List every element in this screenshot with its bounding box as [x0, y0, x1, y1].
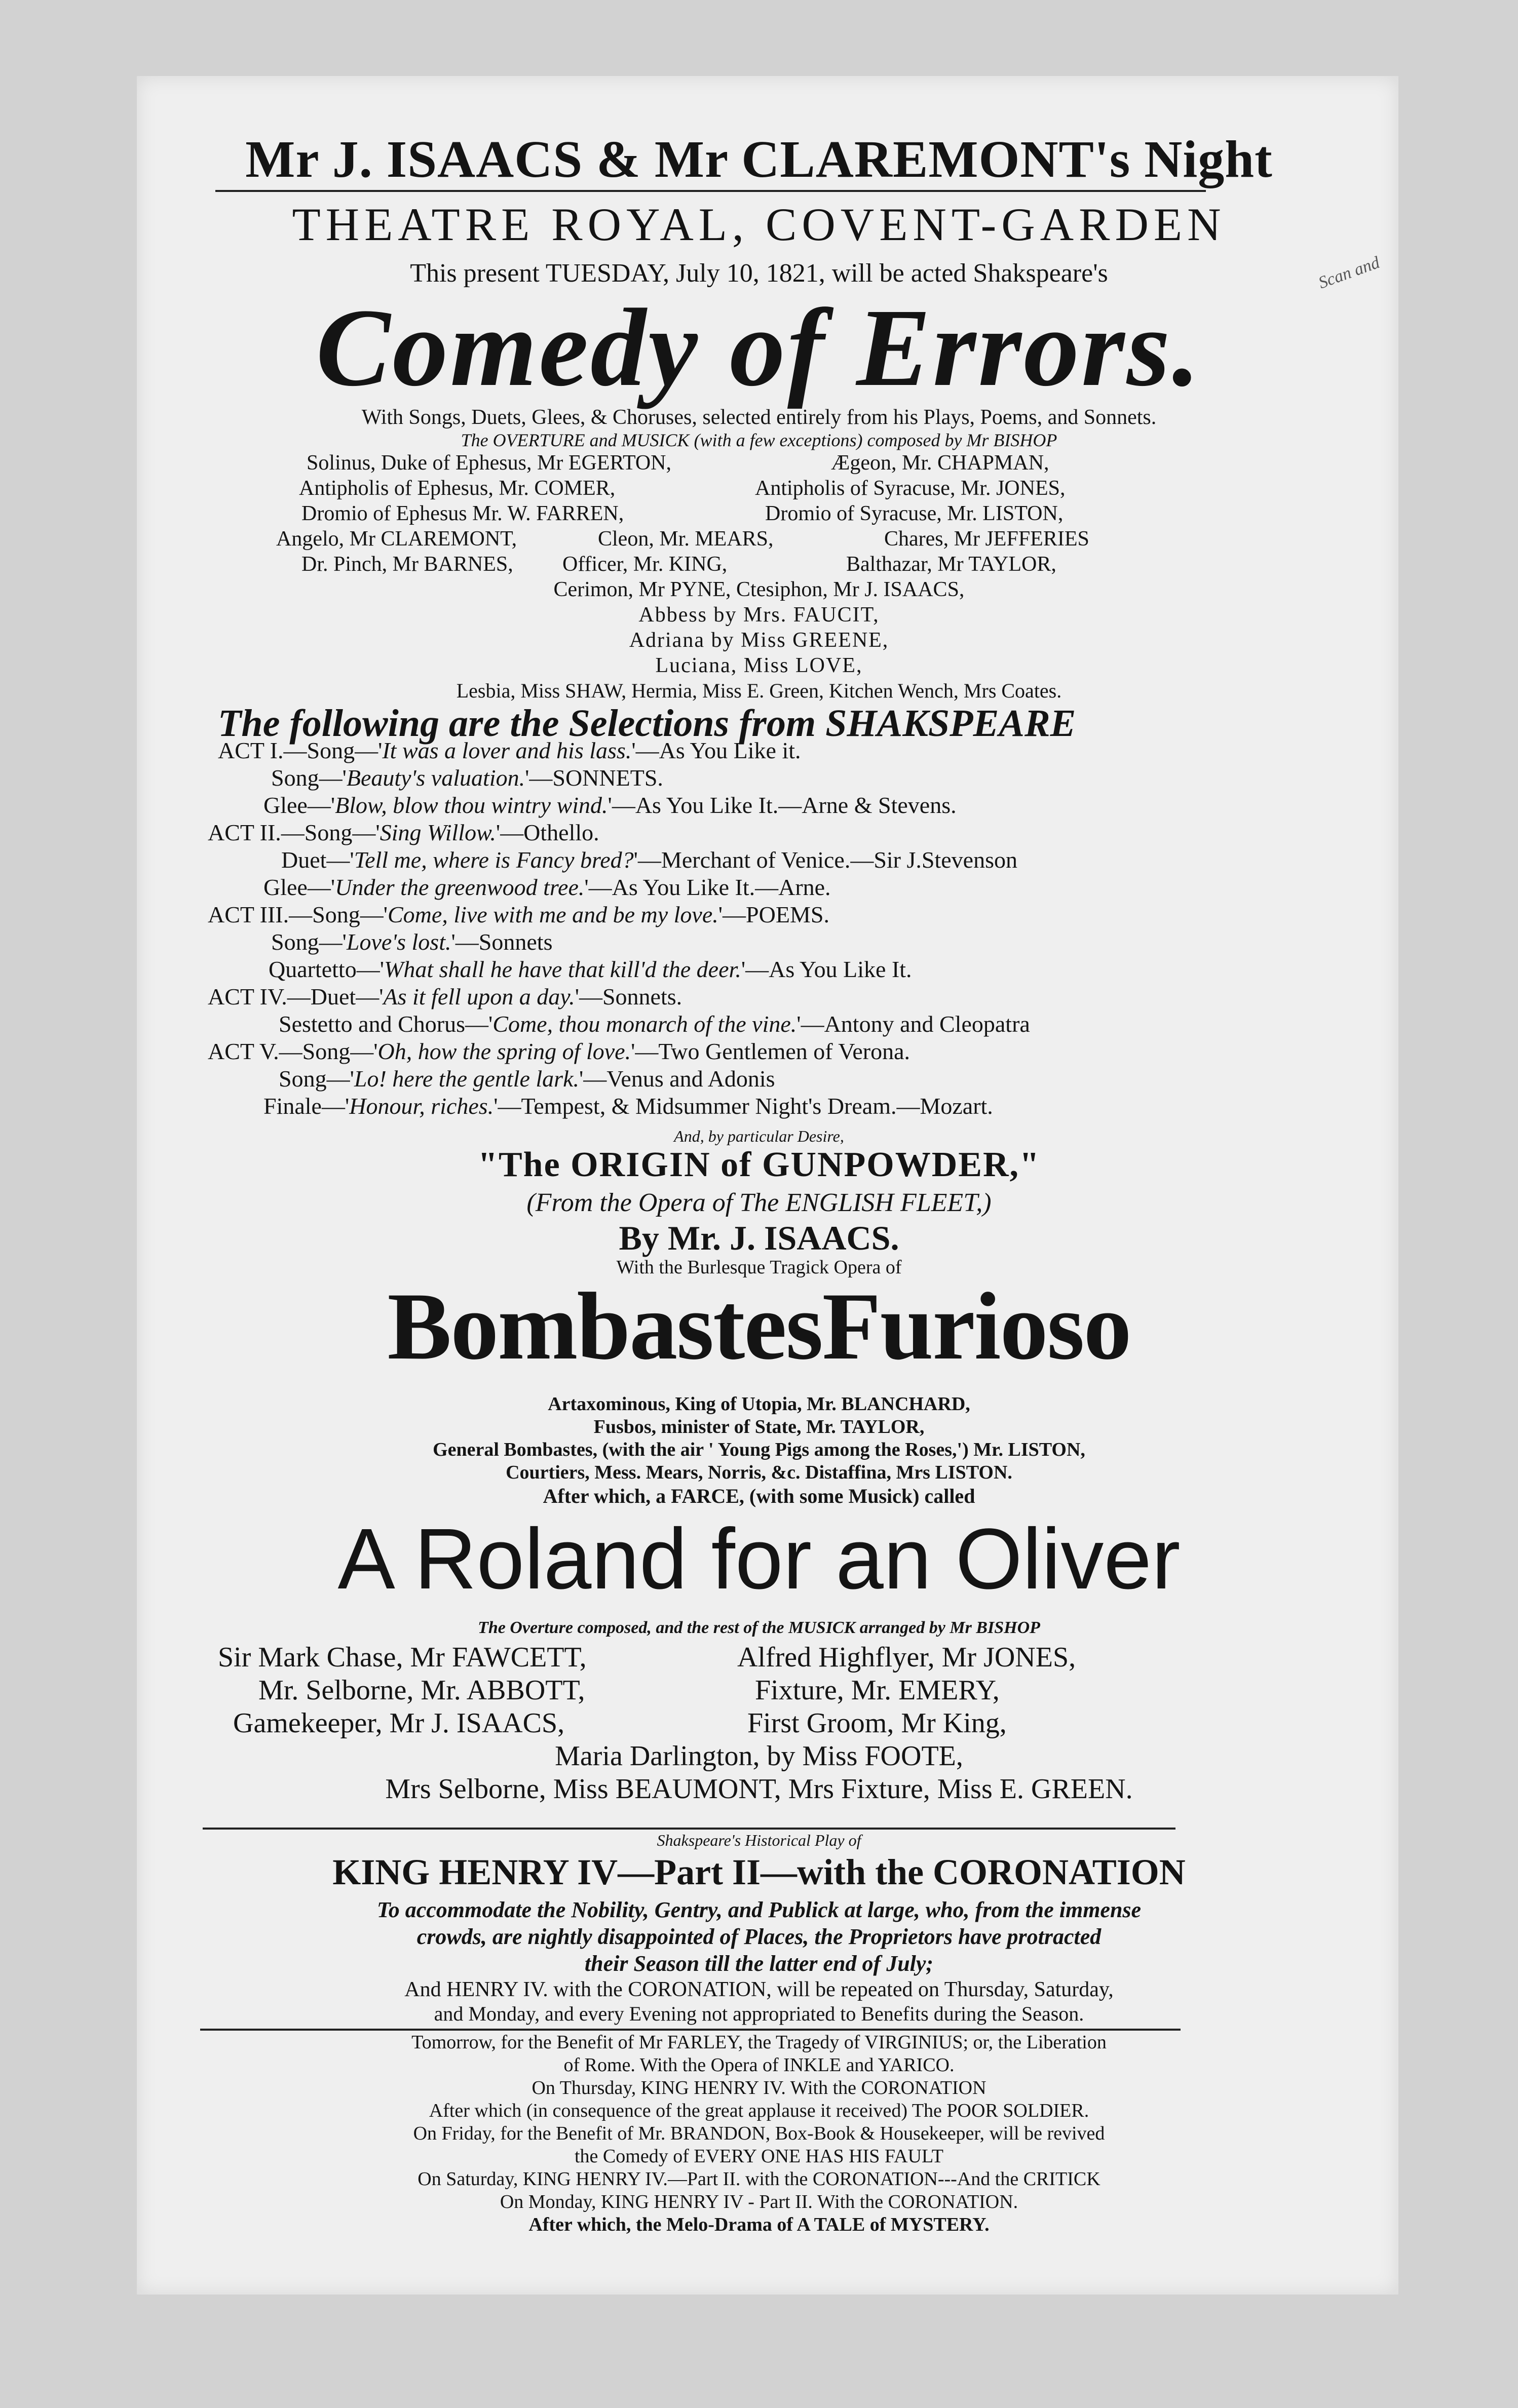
selection-prefix: Quartetto—': [269, 956, 385, 982]
request-line: And, by particular Desire,: [674, 1127, 844, 1145]
selection-row: [279, 1011, 1030, 1037]
cast3-entry: Mr. Selborne, Mr. ABBOTT,: [258, 1675, 585, 1706]
selection-row: [271, 928, 552, 955]
selection-suffix: '—As You Like It.—Arne.: [584, 874, 831, 900]
selection-prefix: Glee—': [263, 792, 335, 818]
accommodate-line-2: crowds, are nightly disappointed of Places, the Proprietors have protracted: [416, 1924, 1102, 1949]
cast1-entry: Chares, Mr JEFFERIES: [884, 527, 1089, 551]
selection-suffix: '—As You Like it.: [631, 737, 801, 763]
selections-heading: The following are the Selections from SHAKSPEARE: [218, 702, 1076, 745]
selection-prefix: Finale—': [263, 1093, 350, 1119]
selection-title: Tell me, where is Fancy bred?: [354, 847, 634, 873]
cast3-last: Mrs Selborne, Miss BEAUMONT, Mrs Fixture, Miss E. GREEN.: [385, 1773, 1133, 1805]
selection-title: Under the greenwood tree.: [335, 874, 585, 900]
selection-row: [263, 874, 831, 901]
cast2-line-5: After which, a FARCE, (with some Musick) called: [543, 1485, 975, 1507]
cast1-entry: Solinus, Duke of Ephesus, Mr EGERTON,: [307, 451, 672, 475]
cast3-entry: First Groom, Mr King,: [747, 1707, 1007, 1739]
selection-title: Come, live with me and be my love.: [388, 902, 718, 927]
date-line: This present TUESDAY, July 10, 1821, will be acted Shakspeare's: [410, 259, 1108, 288]
cast2-line-3: General Bombastes, (with the air ' Young Pigs among the Roses,') Mr. LISTON,: [433, 1439, 1085, 1460]
cast1-center-4: Luciana, Miss LOVE,: [655, 654, 863, 677]
selection-suffix: '—Antony and Cleopatra: [796, 1011, 1030, 1037]
cast3-entry: Fixture, Mr. EMERY,: [755, 1675, 1000, 1706]
theatre-name: THEATRE ROYAL, COVENT-GARDEN: [292, 199, 1226, 250]
selection-row: [271, 764, 663, 791]
origin-title: "The ORIGIN of GUNPOWDER,": [478, 1145, 1040, 1184]
henry-repeat-2: and Monday, and every Evening not appropriated to Benefits during the Season.: [434, 2002, 1084, 2025]
selection-prefix: Glee—': [263, 874, 335, 900]
selection-title: Beauty's valuation.: [346, 765, 525, 791]
benefit-header: Mr J. ISAACS & Mr CLAREMONT's Night: [245, 130, 1273, 188]
selection-prefix: ACT I.—Song—': [218, 737, 383, 763]
burlesque-line: With the Burlesque Tragick Opera of: [616, 1257, 902, 1278]
cast1-entry: Dromio of Syracuse, Mr. LISTON,: [765, 502, 1064, 525]
origin-by: By Mr. J. ISAACS.: [619, 1219, 899, 1257]
selection-suffix: '—As You Like It.—Arne & Stevens.: [608, 792, 957, 818]
margin-note: Scan and: [1316, 253, 1382, 293]
announcement-5: On Friday, for the Benefit of Mr. BRANDON, Box-Book & Housekeeper, will be revived: [413, 2123, 1105, 2144]
announcement-8: On Monday, KING HENRY IV - Part II. With the CORONATION.: [500, 2191, 1018, 2212]
cast1-center-2: Abbess by Mrs. FAUCIT,: [638, 603, 880, 627]
selection-suffix: '—Tempest, & Midsummer Night's Dream.—Mozart.: [494, 1093, 993, 1119]
selection-title: Sing Willow.: [380, 820, 496, 845]
cast1-center-1: Cerimon, Mr PYNE, Ctesiphon, Mr J. ISAACS,: [553, 578, 965, 601]
roland-overture: The Overture composed, and the rest of the MUSICK arranged by Mr BISHOP: [478, 1618, 1040, 1637]
selection-title: It was a lover and his lass.: [382, 737, 632, 763]
selection-suffix: '—Othello.: [496, 820, 599, 845]
selection-prefix: Song—': [271, 765, 347, 791]
cast1-entry: Ægeon, Mr. CHAPMAN,: [831, 451, 1049, 475]
cast1-entry: Cleon, Mr. MEARS,: [598, 527, 774, 551]
selection-prefix: Song—': [279, 1066, 354, 1092]
selection-title: Oh, how the spring of love.: [377, 1038, 631, 1064]
selection-row: [263, 1093, 993, 1119]
selection-row: [263, 792, 957, 819]
selection-prefix: ACT III.—Song—': [208, 902, 388, 927]
selection-title: As it fell upon a day.: [383, 984, 575, 1009]
origin-from: (From the Opera of The ENGLISH FLEET,): [526, 1188, 992, 1217]
selection-suffix: '—Sonnets.: [575, 984, 682, 1009]
roland-title: A Roland for an Oliver: [337, 1511, 1181, 1607]
selection-title: Blow, blow thou wintry wind.: [335, 792, 608, 818]
cast1-entry: Antipholis of Syracuse, Mr. JONES,: [755, 477, 1066, 500]
selection-suffix: '—Venus and Adonis: [579, 1066, 775, 1092]
selection-title: Love's lost.: [346, 929, 451, 955]
announcement-1: Tomorrow, for the Benefit of Mr FARLEY, the Tragedy of VIRGINIUS; or, the Liberation: [411, 2032, 1107, 2053]
selection-row: [281, 846, 1017, 873]
henry-title: KING HENRY IV—Part II—with the CORONATION: [332, 1852, 1186, 1892]
section-rule: [203, 1828, 1175, 1830]
cast1-last: Lesbia, Miss SHAW, Hermia, Miss E. Green, Kitchen Wench, Mrs Coates.: [456, 679, 1062, 702]
historical-line: Shakspeare's Historical Play of: [657, 1831, 861, 1849]
announcement-7: On Saturday, KING HENRY IV.—Part II. with the CORONATION---And the CRITICK: [418, 2168, 1100, 2190]
selection-prefix: ACT V.—Song—': [208, 1038, 378, 1064]
songs-line: With Songs, Duets, Glees, & Choruses, selected entirely from his Plays, Poems, and Sonnets.: [361, 406, 1157, 429]
selection-title: Lo! here the gentle lark.: [354, 1066, 579, 1092]
selection-prefix: Sestetto and Chorus—': [279, 1011, 493, 1037]
selection-row: [208, 1038, 910, 1065]
cast1-entry: Dr. Pinch, Mr BARNES,: [301, 553, 513, 576]
announcement-2: of Rome. With the Opera of INKLE and YARICO.: [563, 2054, 955, 2076]
cast2-line-4: Courtiers, Mess. Mears, Norris, &c. Distaffina, Mrs LISTON.: [506, 1462, 1012, 1483]
accommodate-line-1: To accommodate the Nobility, Gentry, and Publick at large, who, from the immense: [376, 1897, 1142, 1922]
selection-title: What shall he have that kill'd the deer.: [384, 956, 741, 982]
selection-suffix: '—Sonnets: [451, 929, 553, 955]
selection-row: [208, 901, 829, 928]
cast3-entry: Gamekeeper, Mr J. ISAACS,: [233, 1707, 565, 1739]
selection-prefix: Song—': [271, 929, 347, 955]
selection-title: Honour, riches.: [349, 1093, 494, 1119]
cast3-entry: Sir Mark Chase, Mr FAWCETT,: [218, 1642, 587, 1673]
selection-prefix: Duet—': [281, 847, 354, 873]
cast3-entry: Alfred Highflyer, Mr JONES,: [737, 1642, 1076, 1673]
announcement-4: After which (in consequence of the great applause it received) The POOR SOLDIER.: [429, 2100, 1089, 2121]
cast1-entry: Antipholis of Ephesus, Mr. COMER,: [299, 477, 616, 500]
selection-row: [208, 983, 682, 1010]
cast1-center-3: Adriana by Miss GREENE,: [629, 629, 889, 652]
selection-suffix: '—SONNETS.: [525, 765, 663, 791]
cast2-line-1: Artaxominous, King of Utopia, Mr. BLANCHARD,: [548, 1393, 970, 1415]
announcement-9: After which, the Melo-Drama of A TALE of MYSTERY.: [528, 2214, 990, 2235]
comedy-of-errors-title: Comedy of Errors.: [316, 286, 1202, 409]
selection-row: [269, 956, 912, 983]
cast3-center: Maria Darlington, by Miss FOOTE,: [555, 1740, 963, 1772]
selection-title: Come, thou monarch of the vine.: [492, 1011, 797, 1037]
selection-suffix: '—Two Gentlemen of Verona.: [631, 1038, 910, 1064]
selection-prefix: ACT II.—Song—': [208, 820, 380, 845]
cast1-entry: Dromio of Ephesus Mr. W. FARREN,: [301, 502, 624, 525]
selection-row: [218, 737, 801, 764]
selection-prefix: ACT IV.—Duet—': [208, 984, 384, 1009]
selection-row: [208, 819, 599, 846]
accommodate-line-3: their Season till the latter end of July;: [584, 1951, 934, 1976]
cast1-entry: Angelo, Mr CLAREMONT,: [276, 527, 517, 551]
selection-suffix: '—As You Like It.: [741, 956, 912, 982]
cast2-line-2: Fusbos, minister of State, Mr. TAYLOR,: [593, 1416, 925, 1438]
announcements-rule: [200, 2029, 1181, 2031]
bombastes-title: BombastesFurioso: [387, 1273, 1131, 1380]
selection-suffix: '—Merchant of Venice.—Sir J.Stevenson: [633, 847, 1018, 873]
selection-row: [279, 1065, 775, 1092]
selection-suffix: '—POEMS.: [718, 902, 829, 927]
header-rule: [215, 190, 1206, 192]
overture-line: The OVERTURE and MUSICK (with a few exceptions) composed by Mr BISHOP: [461, 430, 1057, 450]
announcement-3: On Thursday, KING HENRY IV. With the CORONATION: [532, 2077, 986, 2099]
announcement-6: the Comedy of EVERY ONE HAS HIS FAULT: [575, 2146, 943, 2167]
cast1-entry: Balthazar, Mr TAYLOR,: [846, 553, 1056, 576]
cast1-entry: Officer, Mr. KING,: [562, 553, 728, 576]
henry-repeat-1: And HENRY IV. with the CORONATION, will be repeated on Thursday, Saturday,: [404, 1978, 1114, 2001]
